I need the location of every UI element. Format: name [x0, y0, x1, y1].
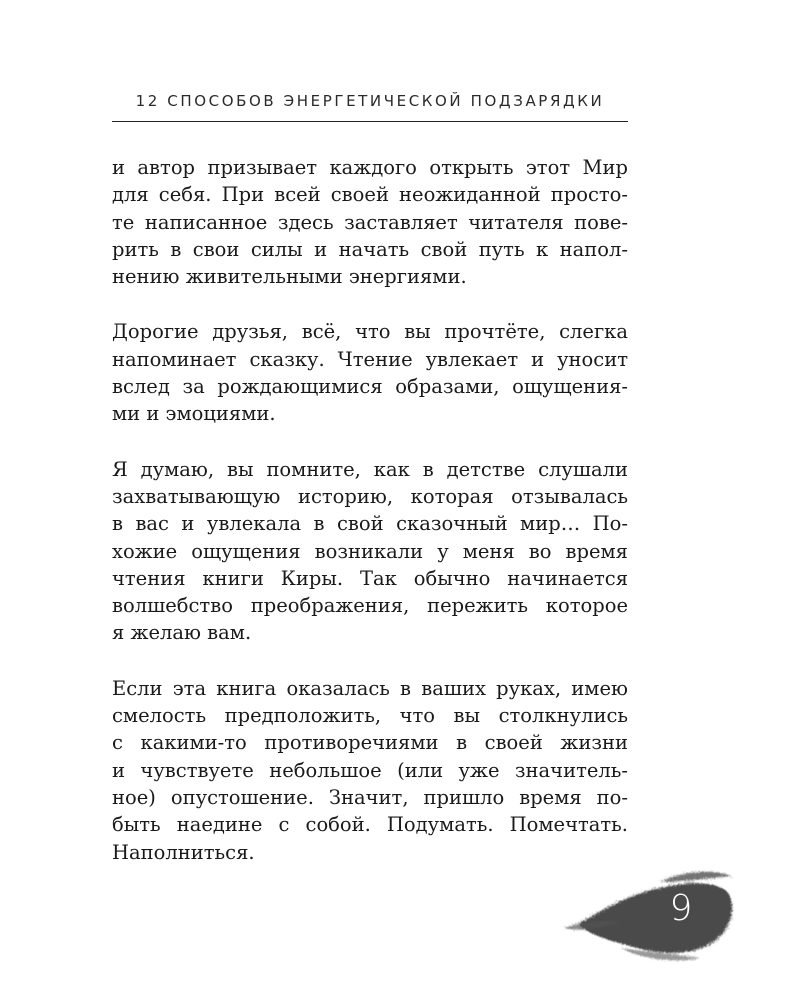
text-line: Если эта книга оказалась в ваших руках, имею	[112, 676, 628, 700]
text-line: в вас и увлекала в свой сказочный мир… По-	[112, 512, 628, 536]
page-number-badge	[560, 862, 740, 972]
text-line: те написанное здесь заставляет читателя пове-	[112, 210, 628, 234]
body-text	[112, 154, 628, 894]
ink-blot-icon	[560, 862, 740, 972]
text-line: Я думаю, вы помните, как в детстве слушали	[112, 457, 628, 481]
text-line: хожие ощущения возникали у меня во время	[112, 539, 628, 563]
text-line: захватывающую историю, которая отзывалась	[112, 484, 628, 508]
header-rule	[112, 121, 628, 122]
text-line: рить в свои силы и начать свой путь к напол-	[112, 237, 628, 261]
text-line: волшебство преображения, пережить которое	[112, 594, 628, 618]
running-head: 12 СПОСОБОВ ЭНЕРГЕТИЧЕСКОЙ ПОДЗАРЯДКИ	[135, 92, 605, 110]
paragraph	[112, 154, 628, 290]
text-line: чтения книги Киры. Так обычно начинается	[112, 566, 628, 590]
text-line: и чувствуете небольшое (или уже значитель-	[112, 758, 628, 782]
text-line: вслед за рождающимися образами, ощущения-	[112, 375, 628, 399]
text-line: и автор призывает каждого открыть этот Мир	[112, 156, 628, 179]
paragraph	[112, 675, 628, 866]
paragraph	[112, 456, 628, 647]
text-line: нению живительными энергиями.	[112, 265, 467, 289]
text-line: Наполниться.	[112, 840, 255, 864]
text-line: смелость предположить, что вы столкнулись	[112, 704, 628, 728]
text-line: Дорогие друзья, всё, что вы прочтёте, слегка	[112, 320, 628, 344]
text-line: ми и эмоциями.	[112, 402, 276, 426]
page-number: 9	[669, 888, 693, 929]
text-line: ное) опустошение. Значит, пришло время по-	[112, 785, 628, 809]
text-line: быть наедине с собой. Подумать. Помечтать.	[112, 813, 628, 837]
text-line: с какими-то противоречиями в своей жизни	[112, 731, 628, 755]
text-line: я желаю вам.	[112, 621, 252, 645]
paragraph	[112, 318, 628, 427]
text-line: напоминает сказку. Чтение увлекает и уносит	[112, 347, 628, 371]
text-line: для себя. При всей своей неожиданной просто-	[112, 183, 628, 207]
